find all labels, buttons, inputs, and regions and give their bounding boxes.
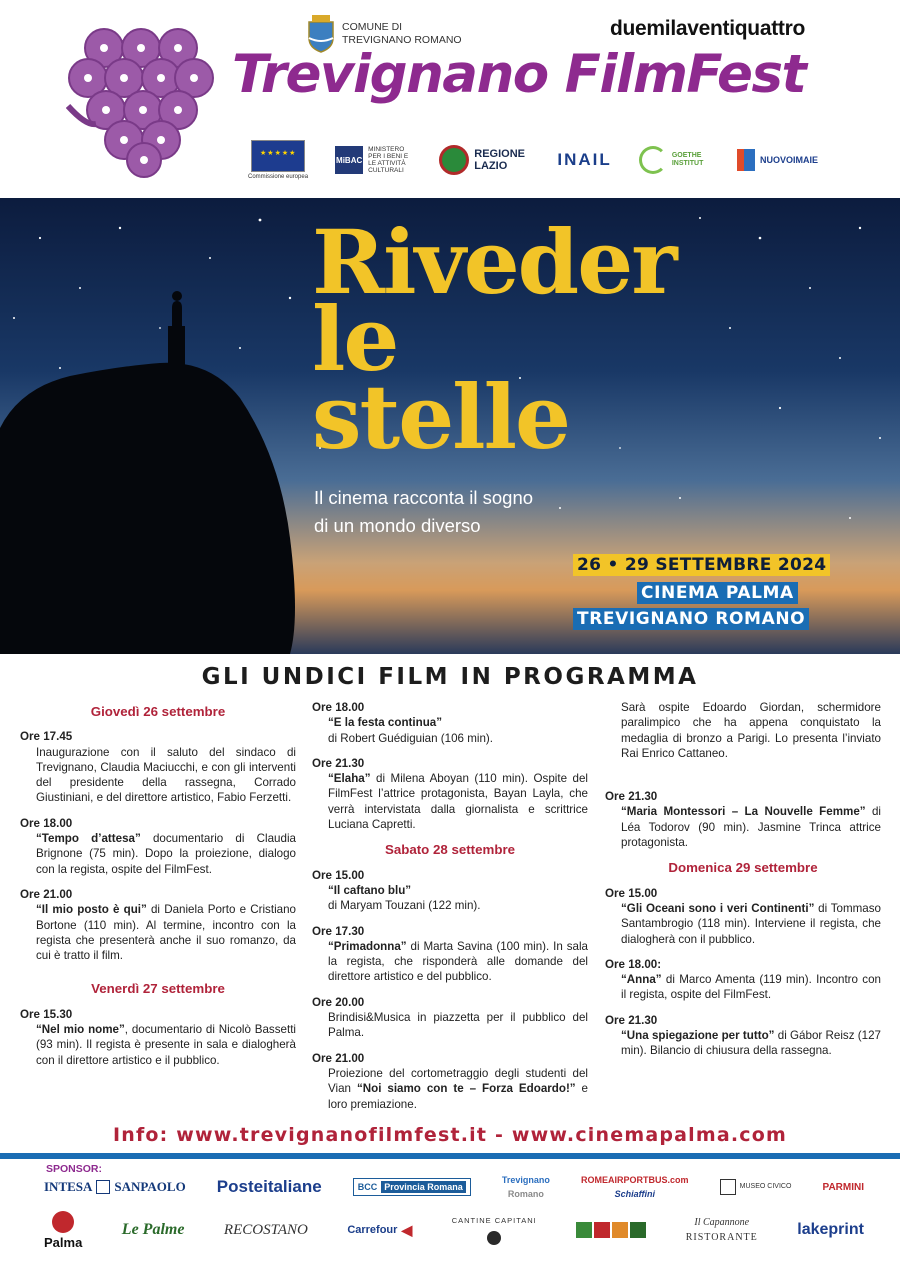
sponsor-schiaffini-label: Schiaffini — [614, 1189, 655, 1199]
tile-icon — [612, 1222, 628, 1238]
day-heading-thursday: Giovedì 26 settembre — [90, 704, 226, 719]
event-details: di Milena Aboyan (110 min). Ospite del FilmFest l’attrice protagonista, Bayan Layla, che verrà intervistata dalla giornalista e scrittrice Luciana Capretti. — [328, 772, 588, 832]
festival-dates: 26 • 29 SETTEMBRE 2024 — [573, 554, 830, 576]
comune-line1: COMUNE DI — [342, 21, 403, 33]
event-details: di Daniela Porto e Cristiano Bortone (110 min). Al termine, incontro con la regista che presenterà anche il suo romanzo, da cui è tratto il film. — [36, 903, 296, 963]
sponsor-recostano: RECOSTANO — [223, 1221, 308, 1238]
sponsor-bcc-sub: Provincia Romana — [381, 1181, 466, 1193]
hero-banner — [0, 198, 900, 654]
inail-logo-icon: INAIL — [557, 150, 612, 169]
program-event — [312, 868, 588, 914]
sponsor-cantine-capitani — [452, 1215, 537, 1245]
program-column-1 — [20, 700, 296, 1078]
sponsor-carrefour — [347, 1222, 412, 1239]
event-time: Ore 17.45 — [20, 730, 73, 744]
institutional-partners — [248, 140, 818, 180]
partner-nuovoimaie — [737, 149, 818, 171]
film-title: “Gli Oceani sono i veri Continenti” — [621, 901, 815, 915]
film-title: “Elaha” — [328, 772, 371, 786]
palma-logo-icon — [52, 1211, 74, 1233]
event-description — [312, 771, 588, 832]
intesa-logo-icon — [96, 1180, 110, 1194]
event-time: Ore 20.00 — [312, 995, 365, 1009]
tile-icon — [576, 1222, 592, 1238]
program-event — [312, 1051, 588, 1112]
partner-lazio — [439, 145, 530, 175]
event-details: di Robert Guédiguian (106 min). — [328, 731, 493, 745]
program-event — [20, 729, 296, 805]
event-description — [20, 902, 296, 963]
program-event — [312, 924, 588, 985]
film-title: “Il caftano blu” — [328, 883, 412, 897]
sponsor-carrefour-label: Carrefour — [347, 1224, 398, 1236]
sponsor-le-palme: Le Palme — [121, 1221, 185, 1238]
event-details: di Marco Amenta (119 min). Incontro con il regista, ospite del FilmFest. — [621, 973, 881, 1002]
event-details: di Gábor Reisz (127 min). Bilancio di chiusura della rassegna. — [621, 1029, 881, 1058]
program-event — [312, 995, 588, 1041]
event-details: di Tommaso Santambrogio (118 min). Interviene il regista, che dialogherà con il pubblico. — [621, 901, 881, 946]
event-description: Sarà ospite Edoardo Giordan, schermidore paralimpico che ha appena conquistato la medaglia di bronzo a Parigi. Lo presenta l’inviato Rai Enrico Cattaneo. — [621, 701, 881, 760]
sponsor-bcc-label: BCC — [357, 1182, 378, 1192]
partner-goethe-label: GOETHE INSTITUT — [671, 152, 704, 167]
event-description — [605, 901, 881, 947]
sponsor-romano-label: Romano — [507, 1189, 544, 1199]
event-description — [605, 804, 881, 850]
event-description — [20, 1022, 296, 1068]
event-time: Ore 21.00 — [312, 1051, 365, 1065]
event-description — [312, 715, 588, 746]
sponsor-poste-italiane: Posteitaliane — [216, 1177, 322, 1196]
info-links[interactable]: Info: www.trevignanofilmfest.it - www.cinemapalma.com — [112, 1124, 788, 1146]
sponsor-cinema-palma — [44, 1211, 82, 1249]
day-heading-saturday: Sabato 28 settembre — [384, 842, 516, 858]
event-time: Ore 21.00 — [20, 887, 73, 901]
event-time: Ore 18.00 — [312, 701, 365, 714]
event-details: , documentario di Nicolò Bassetti (93 min). Il regista è presente in sala e dialogherà con il direttore artistico e il pubblico. — [36, 1023, 296, 1067]
event-description — [312, 883, 588, 914]
hero-title-line2: le — [312, 287, 398, 391]
sponsor-bcc — [353, 1178, 471, 1196]
sponsor-row-2 — [44, 1210, 864, 1250]
sponsor-tiles-logo — [576, 1222, 646, 1238]
hero-title-line3: stelle — [312, 365, 570, 469]
cantine-logo-icon — [487, 1231, 501, 1245]
footer-divider — [0, 1153, 900, 1159]
program-event — [605, 886, 881, 947]
eu-flag-icon — [251, 140, 305, 172]
event-description — [312, 1066, 588, 1112]
program-event — [20, 1007, 296, 1068]
mibac-logo-icon: MiBAC — [335, 146, 363, 174]
event-time: Ore 15.00 — [605, 886, 658, 900]
event-time: Ore 21.30 — [605, 1013, 658, 1027]
event-description: Brindisi&Musica in piazzetta per il pubblico del Palma. — [328, 1011, 588, 1040]
hero-subtitle-line2: di un mondo diverso — [314, 515, 481, 536]
partner-eu — [248, 140, 308, 180]
event-time: Ore 18.00: — [605, 957, 662, 971]
sponsor-intesa-sanpaolo — [44, 1179, 186, 1195]
festival-town: TREVIGNANO ROMANO — [573, 608, 809, 630]
tile-icon — [594, 1222, 610, 1238]
event-time: Ore 17.30 — [312, 924, 365, 938]
sponsor-palma-label: Palma — [44, 1235, 83, 1250]
sponsor-ristorante-label: RISTORANTE — [685, 1232, 758, 1243]
festival-name: Trevignano FilmFest — [232, 44, 806, 105]
film-title: “Primadonna” — [328, 939, 407, 953]
sponsor-trevignano-label: Trevignano — [501, 1175, 550, 1185]
day-heading-sunday: Domenica 29 settembre — [668, 860, 818, 876]
sponsor-museo-civico — [720, 1179, 792, 1195]
partner-goethe — [639, 146, 710, 174]
sponsor-parmini: PARMINI — [822, 1181, 864, 1193]
event-description — [20, 831, 296, 877]
partner-mibac-label: MINISTERO PER I BENI E LE ATTIVITÀ CULTURALI — [368, 146, 409, 174]
carrefour-logo-icon: ◀ — [401, 1221, 413, 1238]
program-event — [605, 700, 881, 761]
event-details: di Maryam Touzani (122 min). — [328, 899, 481, 913]
event-details: documentario di Claudia Brignone (75 min). Dopo la proiezione, dialogo con la regista, ospite del FilmFest. — [36, 832, 296, 876]
program-event — [605, 957, 881, 1003]
sponsor-rome-label: ROMEAIRPORTBUS.com — [581, 1175, 689, 1185]
program-event — [20, 816, 296, 877]
film-title: “Maria Montessori – La Nouvelle Femme” — [621, 805, 866, 819]
hero-title-line1: Riveder — [312, 210, 676, 314]
program-column-2 — [312, 700, 588, 1122]
film-title: “Noi siamo con te – Forza Edoardo!” — [356, 1082, 576, 1096]
event-description: Inaugurazione con il saluto del sindaco di Trevignano, Claudia Maciucchi, e con gli interventi del presidente della rassegna, Corrado Giustiniani, e del direttore artistico, Fabio Ferzetti. — [36, 745, 296, 805]
sponsor-capannone-label: Il Capannone — [694, 1217, 750, 1228]
sponsor-label: SPONSOR: — [46, 1163, 103, 1175]
event-time: Ore 21.30 — [605, 790, 658, 804]
sponsor-trevignano — [502, 1175, 550, 1199]
film-title: “E la festa continua” — [328, 716, 443, 730]
event-time: Ore 18.00 — [20, 816, 73, 830]
program-event — [312, 700, 588, 746]
nuovoimaie-logo-icon — [737, 149, 755, 171]
sponsor-sanpaolo-label: SANPAOLO — [114, 1179, 186, 1194]
program-event — [605, 789, 881, 850]
sponsor-cantine-label: CANTINE CAPITANI — [451, 1216, 537, 1225]
sponsor-museo-label: MUSEO CIVICO — [739, 1183, 792, 1190]
event-time: Ore 21.30 — [312, 756, 365, 770]
event-description — [312, 939, 588, 985]
regione-lazio-logo-icon — [439, 145, 469, 175]
program-event — [312, 756, 588, 832]
program-event — [20, 887, 296, 963]
day-heading-friday: Venerdì 27 settembre — [91, 981, 225, 997]
partner-eu-label: Commissione europea — [248, 174, 309, 180]
film-title: “Tempo d’attesa” — [36, 832, 141, 846]
event-description — [605, 972, 881, 1003]
event-time: Ore 15.00 — [312, 868, 365, 882]
event-details: e loro premiazione. — [328, 1082, 589, 1111]
hero-subtitle-line1: Il cinema racconta il sogno — [314, 487, 534, 508]
museo-logo-icon — [720, 1179, 736, 1195]
film-title: “Una spiegazione per tutto” — [621, 1029, 775, 1043]
partner-mibac — [335, 146, 412, 174]
film-title: “Il mio posto è qui” — [36, 903, 147, 917]
film-title: “Nel mio nome” — [36, 1023, 125, 1037]
festival-venue: CINEMA PALMA — [637, 582, 798, 604]
partner-nuovoimaie-label: NUOVOIMAIE — [759, 155, 818, 165]
event-details: di Léa Todorov (90 min). Jasmine Trinca attrice protagonista. — [621, 805, 881, 850]
goethe-logo-icon — [639, 146, 667, 174]
hero-subtitle — [314, 484, 533, 540]
partner-lazio-label: REGIONE LAZIO — [474, 148, 525, 172]
sponsor-il-capannone — [686, 1217, 758, 1243]
film-title: “Anna” — [621, 973, 662, 987]
poster-header — [0, 0, 900, 198]
event-time: Ore 15.30 — [20, 1007, 73, 1021]
event-details: di Marta Savina (100 min). In sala la regista, che risponderà alle domande del direttore artistico e del pubblico. — [328, 939, 588, 984]
event-description — [605, 1028, 881, 1059]
program-event — [605, 1013, 881, 1059]
partner-inail — [557, 150, 611, 170]
film-reels-logo-icon — [66, 26, 216, 178]
program-column-3 — [605, 700, 881, 1069]
sponsor-lakeprint: lakeprint — [797, 1221, 864, 1238]
program-title: GLI UNDICI FILM IN PROGRAMMA — [201, 664, 699, 690]
tile-icon — [630, 1222, 646, 1238]
sponsor-intesa-label: INTESA — [44, 1179, 93, 1194]
festival-year: duemilaventiquattro — [610, 17, 805, 40]
event-details: Proiezione del cortometraggio degli studenti del Vian — [328, 1066, 588, 1096]
sponsor-row-1 — [44, 1172, 864, 1202]
comune-line2: TREVIGNANO ROMANO — [342, 34, 462, 46]
sponsor-romeairportbus — [581, 1175, 689, 1199]
